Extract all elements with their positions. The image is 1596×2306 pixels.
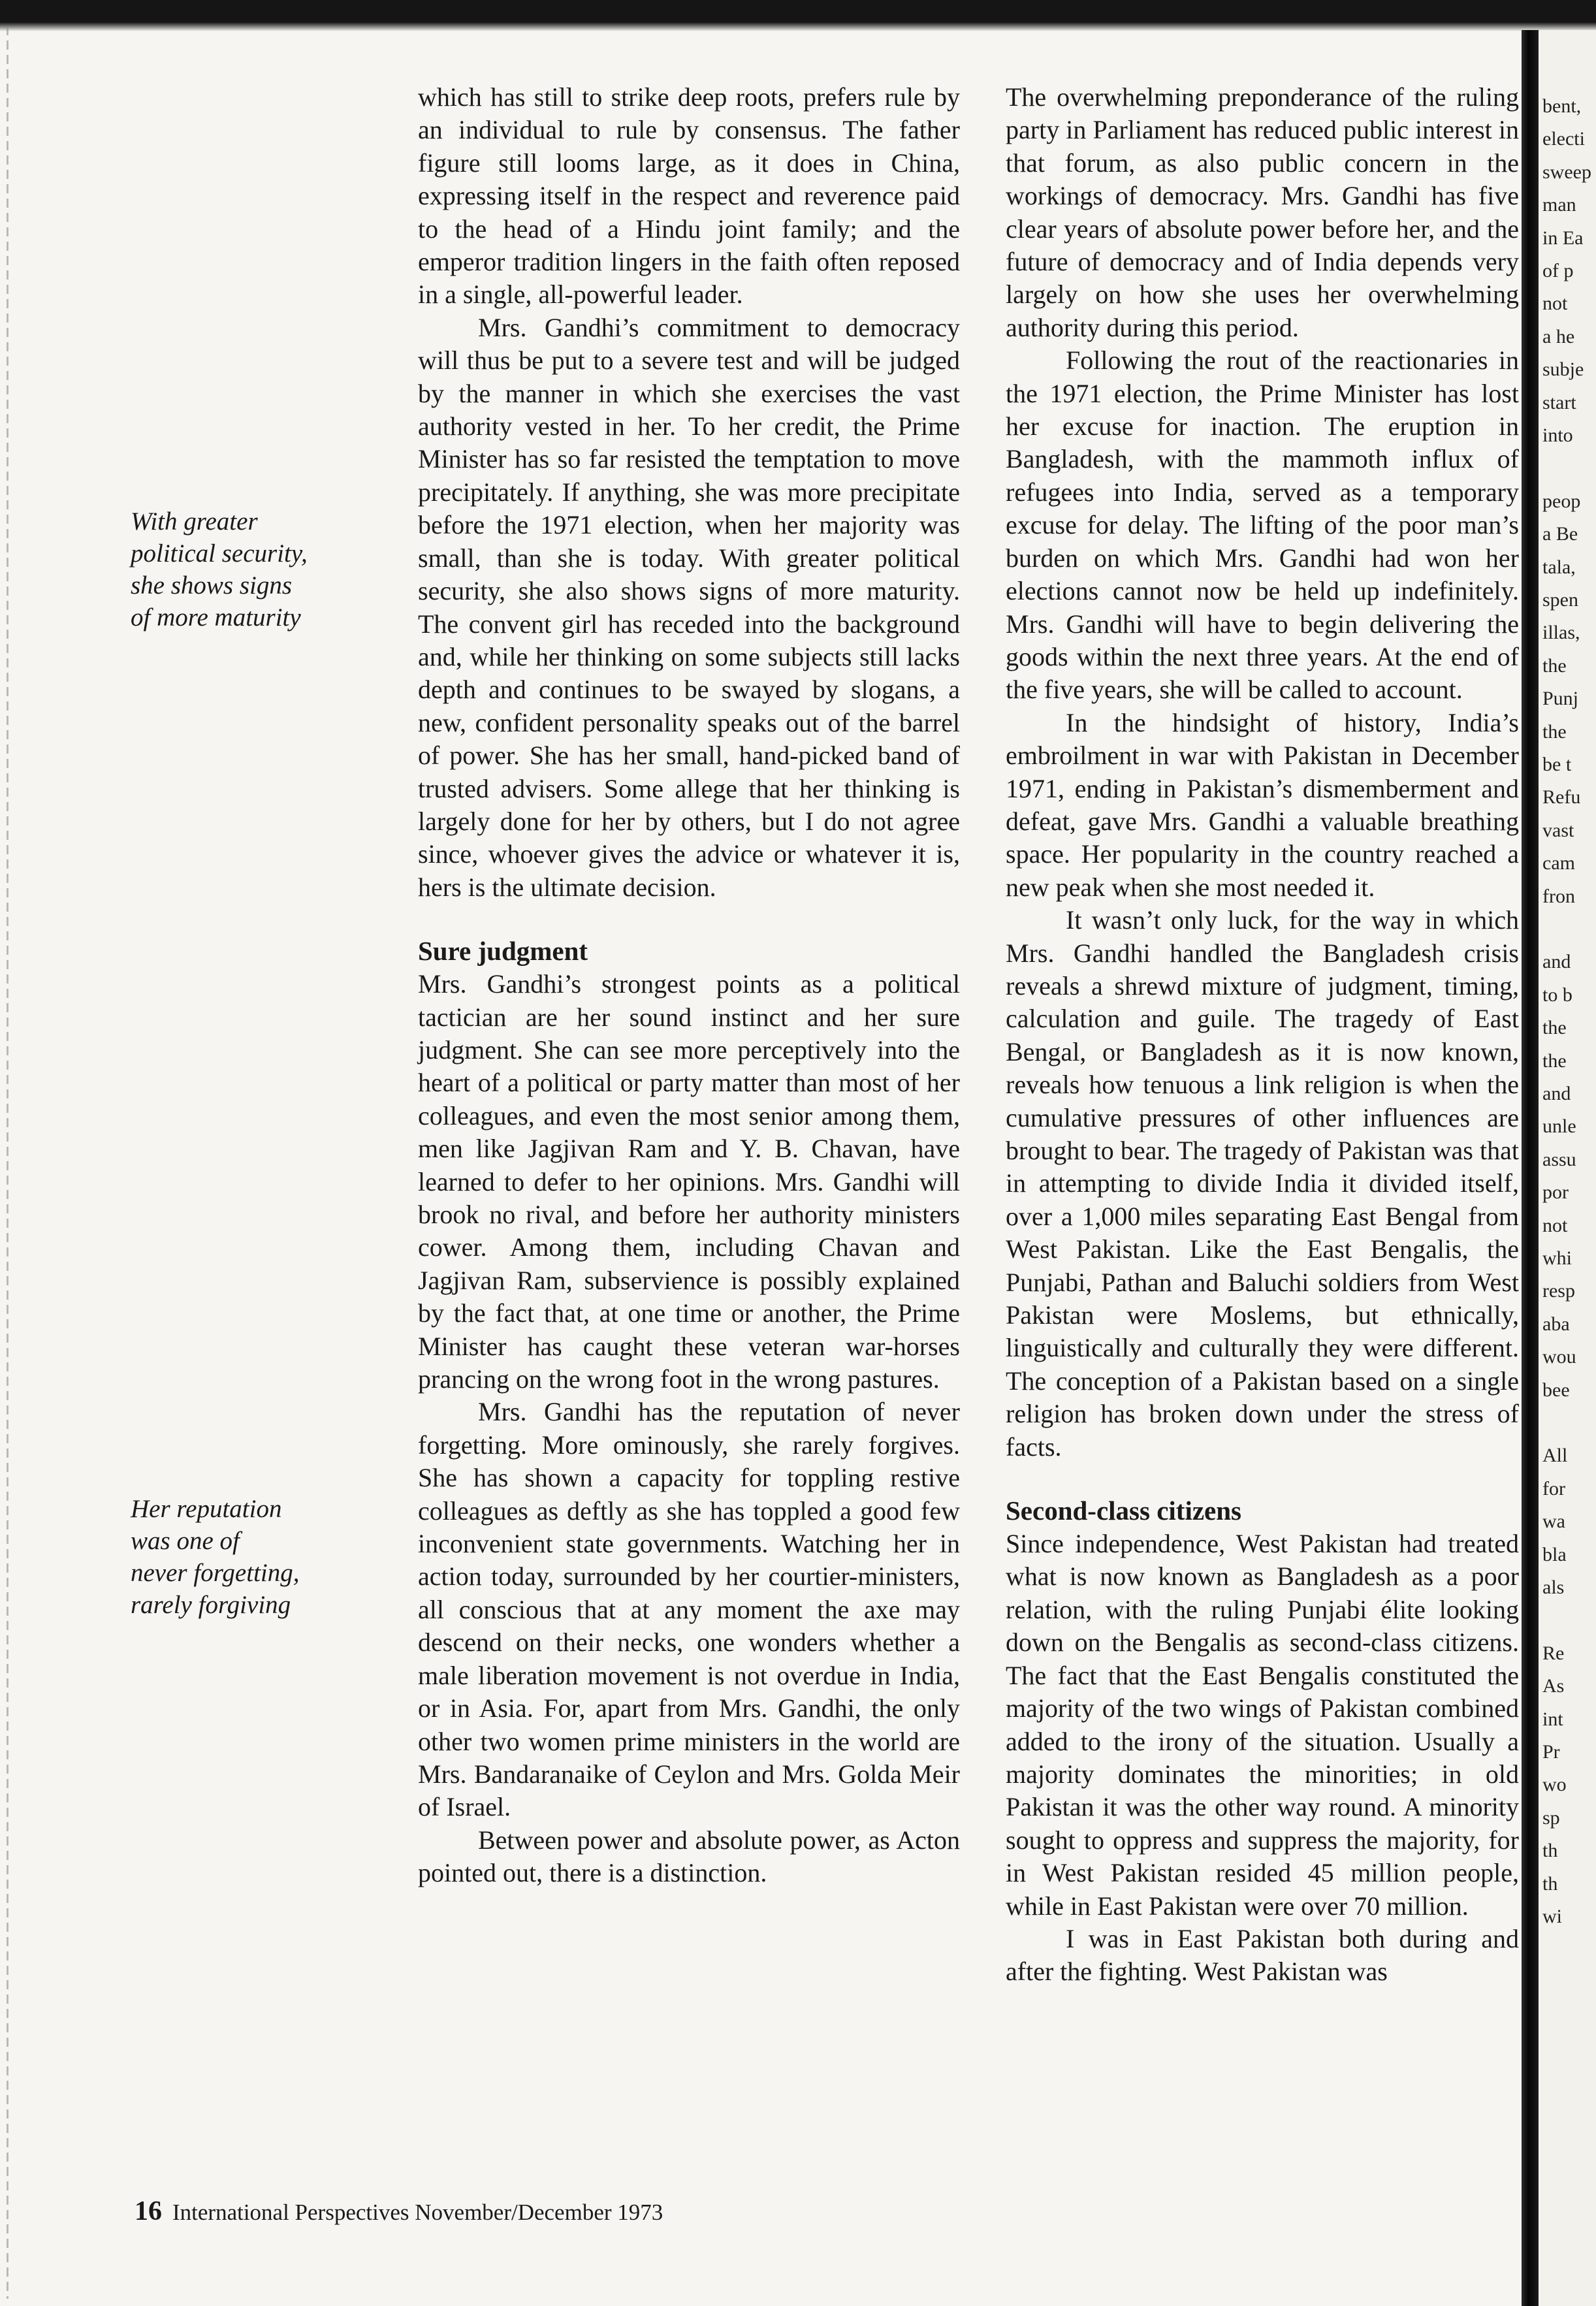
adjacent-page-word: start bbox=[1542, 391, 1576, 413]
adjacent-page-word: sweep bbox=[1542, 161, 1591, 183]
adjacent-page-word: tala, bbox=[1542, 556, 1576, 578]
adjacent-page-word: a Be bbox=[1542, 523, 1578, 545]
adjacent-page-word: in Ea bbox=[1542, 227, 1584, 249]
adjacent-page-word: electi bbox=[1542, 128, 1585, 150]
adjacent-page-word: peop bbox=[1542, 490, 1581, 512]
adjacent-page-word: the bbox=[1542, 720, 1567, 743]
adjacent-page-word: unle bbox=[1542, 1115, 1576, 1138]
adjacent-page-word: int bbox=[1542, 1708, 1563, 1730]
page-gutter-shadow bbox=[1522, 30, 1539, 2306]
paragraph: Following the rout of the reactionaries in the 1971 election, the Prime Minister has lost her excuse for inaction. The eruption in Bangladesh, with the mammoth influx of refugees into India, served as a temporary excuse for delay. The lifting of the poor man’s burden on which Mrs. Gandhi had won her elections cannot now be held up indefinitely. Mrs. Gandhi will have to begin delivering the goods within the next three years. At the end of the five years, she will be called to account. bbox=[1006, 345, 1519, 705]
adjacent-page-word: wo bbox=[1542, 1774, 1567, 1796]
adjacent-page-word: into bbox=[1542, 424, 1573, 446]
adjacent-page-word: the bbox=[1542, 1049, 1567, 1072]
adjacent-page-word: wou bbox=[1542, 1346, 1576, 1368]
paragraph: which has still to strike deep roots, prefers rule by an individual to rule by consensus. The father figure still looms large, as it does in China, expressing itself in the respect and reverence paid to the head of a Hindu joint family; and the emperor tradition lingers in the faith often reposed in a single, all-powerful leader. bbox=[418, 82, 960, 310]
adjacent-page-word: a he bbox=[1542, 325, 1575, 347]
adjacent-page-word: and bbox=[1542, 1083, 1571, 1104]
adjacent-page-word: be t bbox=[1542, 754, 1572, 775]
adjacent-page-fragment bbox=[1540, 30, 1596, 2306]
page-number: 16 bbox=[135, 2196, 162, 2226]
adjacent-page-word: As bbox=[1542, 1675, 1565, 1697]
adjacent-page-word: of p bbox=[1542, 260, 1574, 281]
adjacent-page-word: por bbox=[1542, 1181, 1569, 1204]
paragraph: It wasn’t only luck, for the way in which Mrs. Gandhi handled the Bangladesh crisis reveals a shrewd mixture of judgment, timing, calculation and guile. The tragedy of East Bengal, or Bangladesh as it is now known, reveals how tenuous a link religion is when the cumulative pressures of other influences are brought to bear. The tragedy of Pakistan was that in attempting to divide India it divided itself, over a 1,000 miles separating East Bengal from West Pakistan. Like the East Bengalis, the Punjabi, Pathan and Baluchi soldiers from West Pakistan were Moslems, but ethnically, linguistically and culturally they were different. The conception of a Pakistan based on a single religion has broken down under the stress of facts. bbox=[1006, 905, 1519, 1462]
adjacent-page-word: illas, bbox=[1542, 622, 1580, 644]
adjacent-page-word: Refu bbox=[1542, 786, 1581, 809]
adjacent-page-word: Pr bbox=[1542, 1741, 1560, 1763]
publication-credit: International Perspectives November/December 1973 bbox=[172, 2200, 663, 2225]
adjacent-page-word: and bbox=[1542, 951, 1571, 973]
adjacent-page-word: wi bbox=[1542, 1906, 1562, 1927]
article-column-1 bbox=[418, 81, 960, 1890]
adjacent-page-word: All bbox=[1542, 1445, 1568, 1467]
paragraph: Between power and absolute power, as Acton pointed out, there is a distinction. bbox=[418, 1825, 960, 1888]
adjacent-page-word: spen bbox=[1542, 589, 1578, 611]
adjacent-page-word: bee bbox=[1542, 1379, 1570, 1401]
adjacent-page-word: man bbox=[1542, 194, 1576, 216]
paragraph: I was in East Pakistan both during and after the fighting. West Pakistan was bbox=[1006, 1923, 1519, 1987]
adjacent-page-word: assu bbox=[1542, 1148, 1576, 1170]
adjacent-page-word: not bbox=[1542, 1214, 1568, 1236]
adjacent-page-word: resp bbox=[1542, 1280, 1575, 1302]
section-heading-second-class-citizens: Second-class citizens bbox=[1006, 1496, 1241, 1526]
adjacent-page-word: whi bbox=[1542, 1247, 1572, 1269]
paragraph: Mrs. Gandhi has the reputation of never forgetting. More ominously, she rarely forgives. She has shown a capacity for toppling restive colleagues as deftly as she has toppled a good few inconvenient state governments. Watching her in action today, surrounded by her courtier-ministers, all conscious that at any moment the axe may descend on their necks, one wonders whether a male liberation movement is not overdue in India, or in Asia. For, apart from Mrs. Gandhi, the only other two women prime ministers in the world are Mrs. Bandaranaike of Ceylon and Mrs. Golda Meir of Israel. bbox=[418, 1397, 960, 1822]
adjacent-page-word: fron bbox=[1542, 885, 1575, 907]
section-heading-sure-judgment: Sure judgment bbox=[418, 936, 588, 967]
paragraph: Mrs. Gandhi’s commitment to democracy will thus be put to a severe test and will be judged by the manner in which she exercises the vast authority vested in her. To her credit, the Prime Minister has so far resisted the temptation to move precipitately. If anything, she was more precipitate before the 1971 election, when her majority was small, than she is today. With greater political security, she also shows signs of more maturity. The convent girl has receded into the background and, while her thinking on some subjects still lacks depth and continues to be swayed by slogans, a new, confident personality speaks out of the barrel of power. She has her small, hand-picked band of trusted advisers. Some allege that her thinking is largely done for her by others, but I do not agree since, whoever gives the advice or whatever it is, hers is the ultimate decision. bbox=[418, 312, 960, 902]
scan-top-edge bbox=[0, 0, 1596, 30]
adjacent-page-word: als bbox=[1542, 1577, 1565, 1598]
paragraph: Since independence, West Pakistan had treated what is now known as Bangladesh as a poor relation, with the ruling Punjabi élite looking down on the Bengalis as second-class citizens. The fact that the East Bengalis constituted the majority of the two wings of Pakistan combined added to the irony of the situation. Usually a majority dominates the minorities; in old Pakistan it was the other way round. A minority sought to oppress and suppress the majority, for in West Pakistan resided 45 million people, while in East Pakistan were over 70 million. bbox=[1006, 1529, 1519, 1921]
adjacent-page-word: for bbox=[1542, 1477, 1565, 1499]
adjacent-page-word: Re bbox=[1542, 1642, 1565, 1664]
paragraph: The overwhelming preponderance of the ruling party in Parliament has reduced public interest in that forum, as also public concern in the workings of democracy. Mrs. Gandhi has five clear years of absolute power before her, and the future of democracy and of India depends very largely on how she uses her overwhelming authority during this period. bbox=[1006, 82, 1519, 342]
adjacent-page-word: th bbox=[1542, 1840, 1558, 1862]
pull-quote-maturity: With greater political security, she shows signs of more maturity bbox=[131, 507, 308, 632]
adjacent-page-word: subje bbox=[1542, 359, 1584, 381]
adjacent-page-word: sp bbox=[1542, 1806, 1560, 1829]
adjacent-page-word: wa bbox=[1542, 1511, 1565, 1533]
pull-quote-reputation: Her reputation was one of never forgetting, rarely forgiving bbox=[131, 1495, 300, 1619]
adjacent-page-word: to b bbox=[1542, 984, 1572, 1006]
paragraph: In the hindsight of history, India’s embroilment in war with Pakistan in December 1971, ending in Pakistan’s dismemberment and defeat, gave Mrs. Gandhi a valuable breathing space. Her popularity in the country reached a new peak when she most needed it. bbox=[1006, 707, 1519, 902]
page-footer bbox=[135, 2196, 663, 2227]
paragraph: Mrs. Gandhi’s strongest points as a political tactician are her sound instinct and her sure judgment. She can see more perceptively into the heart of a political or party matter than most of her colleagues, and even the most senior among them, men like Jagjivan Ram and Y. B. Chavan, have learned to defer to her opinions. Mrs. Gandhi will brook no rival, and before her authority ministers cower. Among them, including Chavan and Jagjivan Ram, subservience is possibly explained by the fact that, at one time or another, the Prime Minister has caught these veteran war-horses prancing on the wrong foot in the wrong pastures. bbox=[418, 969, 960, 1394]
adjacent-page-word: aba bbox=[1542, 1313, 1570, 1335]
adjacent-page-word: the bbox=[1542, 654, 1567, 677]
adjacent-page-word: cam bbox=[1542, 852, 1575, 874]
adjacent-page-word: the bbox=[1542, 1017, 1567, 1039]
scan-left-edge bbox=[7, 26, 8, 2299]
adjacent-page-word: vast bbox=[1542, 819, 1574, 841]
adjacent-page-word: not bbox=[1542, 293, 1568, 315]
article-column-2 bbox=[1006, 81, 1519, 1989]
adjacent-page-word: th bbox=[1542, 1872, 1558, 1895]
adjacent-page-word: Punj bbox=[1542, 688, 1579, 710]
adjacent-page-word: bla bbox=[1542, 1543, 1567, 1565]
adjacent-page-word: bent, bbox=[1542, 95, 1582, 117]
